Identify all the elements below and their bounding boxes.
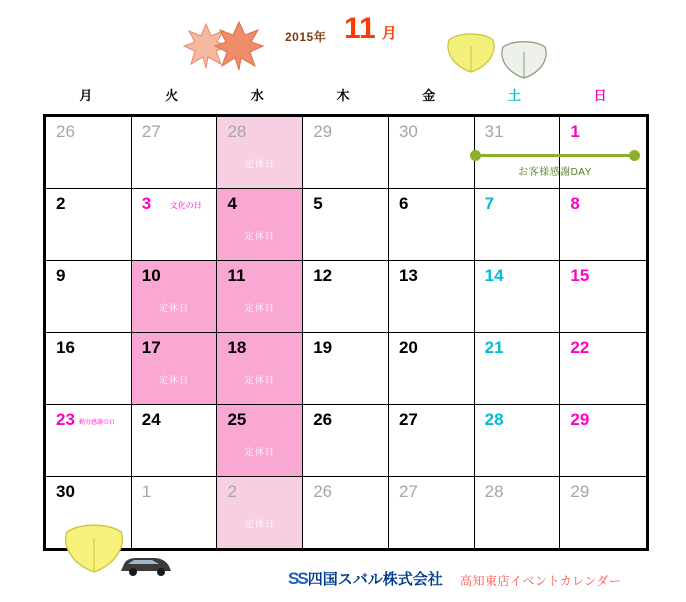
day-number: 10 [141, 266, 161, 285]
day-number: 22 [570, 338, 590, 357]
day-number: 6 [398, 194, 409, 213]
event-label: お客様感謝DAY [518, 167, 592, 178]
day-number: 28 [484, 482, 504, 501]
day-cell[interactable] [389, 189, 475, 260]
day-number: 2 [227, 482, 237, 501]
day-cell[interactable] [303, 333, 389, 404]
holiday-label: 文化の日 [169, 201, 202, 210]
day-number: 9 [56, 266, 66, 285]
day-cell[interactable] [303, 189, 389, 260]
day-cell[interactable] [217, 261, 303, 332]
day-cell[interactable] [46, 189, 132, 260]
closed-label: 定休日 [159, 375, 190, 385]
day-number: 29 [570, 410, 590, 429]
day-number: 27 [141, 122, 161, 141]
day-cell[interactable] [46, 333, 132, 404]
day-cell[interactable] [560, 477, 646, 548]
day-cell[interactable] [132, 261, 218, 332]
day-cell[interactable] [475, 405, 561, 476]
day-cell[interactable] [217, 189, 303, 260]
maple-leaf-icon [214, 20, 264, 72]
day-cell[interactable] [475, 189, 561, 260]
holiday-label: 勤労感謝の日 [79, 420, 116, 426]
day-number: 31 [484, 122, 504, 141]
day-number: 11 [227, 266, 246, 285]
day-number: 1 [570, 122, 580, 141]
day-cell[interactable] [560, 261, 646, 332]
calendar-month [344, 14, 397, 44]
day-number: 2 [56, 194, 66, 213]
calendar-week-row [46, 261, 646, 333]
month-number: 11 [344, 12, 376, 45]
day-cell[interactable] [560, 405, 646, 476]
day-cell[interactable] [303, 261, 389, 332]
day-number: 27 [398, 410, 418, 429]
day-cell[interactable] [217, 405, 303, 476]
day-cell[interactable] [560, 333, 646, 404]
day-cell[interactable] [46, 405, 132, 476]
day-cell[interactable] [217, 333, 303, 404]
day-cell[interactable] [132, 405, 218, 476]
day-number: 26 [56, 122, 75, 141]
day-number: 1 [141, 482, 152, 501]
day-cell[interactable] [475, 261, 561, 332]
day-cell[interactable] [389, 261, 475, 332]
calendar-year: 2015年 [285, 30, 327, 44]
closed-label: 定休日 [244, 375, 275, 385]
calendar-week-row [46, 333, 646, 405]
day-number: 18 [227, 338, 247, 357]
day-number: 20 [398, 338, 418, 357]
month-kanji: 月 [381, 25, 397, 42]
ginkgo-leaf-icon [497, 38, 551, 80]
calendar-week-row [46, 189, 646, 261]
day-cell[interactable] [132, 333, 218, 404]
day-cell[interactable] [303, 117, 389, 188]
calendar-week-row [46, 477, 646, 548]
day-cell[interactable] [132, 189, 218, 260]
company-logo [288, 568, 443, 589]
weekday-mon: 月 [79, 87, 93, 103]
calendar-week-row [46, 405, 646, 477]
subaru-logo-icon: SS [288, 569, 307, 588]
day-number: 26 [313, 410, 333, 429]
closed-label: 定休日 [244, 231, 275, 241]
closed-label: 定休日 [244, 303, 275, 313]
day-cell[interactable] [475, 477, 561, 548]
day-number: 19 [313, 338, 333, 357]
day-number: 21 [484, 338, 504, 357]
day-cell[interactable] [217, 477, 303, 548]
day-cell[interactable] [303, 405, 389, 476]
day-cell[interactable] [389, 477, 475, 548]
weekday-tue: 火 [165, 87, 179, 103]
weekday-thu: 木 [336, 87, 350, 103]
day-number: 8 [570, 194, 580, 213]
day-number: 30 [56, 482, 75, 501]
day-cell[interactable] [560, 117, 646, 188]
weekday-sun: 日 [593, 87, 607, 103]
day-number: 7 [484, 194, 495, 213]
calendar-footer [0, 566, 686, 602]
day-number: 5 [313, 194, 323, 213]
day-number: 30 [398, 122, 418, 141]
weekday-header-row [43, 82, 643, 106]
day-cell[interactable] [475, 117, 561, 188]
day-cell[interactable] [46, 261, 132, 332]
day-cell[interactable] [132, 117, 218, 188]
day-number: 16 [56, 338, 75, 357]
day-number: 15 [570, 266, 590, 285]
day-number: 25 [227, 410, 247, 429]
closed-label: 定休日 [244, 159, 275, 169]
closed-label: 定休日 [244, 519, 275, 529]
day-number: 14 [484, 266, 504, 285]
weekday-sat: 土 [507, 87, 521, 103]
day-number: 13 [398, 266, 418, 285]
calendar-week-row [46, 117, 646, 189]
day-cell[interactable] [389, 333, 475, 404]
closed-label: 定休日 [244, 447, 275, 457]
day-cell[interactable] [132, 477, 218, 548]
day-number: 26 [313, 482, 333, 501]
day-number: 29 [570, 482, 590, 501]
day-number: 23 [56, 410, 75, 429]
day-number: 17 [141, 338, 161, 357]
day-number: 3 [141, 194, 152, 213]
day-number: 29 [313, 122, 333, 141]
day-number: 27 [398, 482, 418, 501]
day-cell[interactable] [389, 405, 475, 476]
weekday-fri: 金 [422, 87, 436, 103]
ginkgo-leaf-icon [443, 30, 499, 74]
day-cell[interactable] [217, 117, 303, 188]
company-name: 四国スバル株式会社 [307, 571, 443, 588]
footer-caption: 高知東店イベントカレンダー [460, 574, 622, 588]
weekday-wed: 水 [250, 87, 264, 103]
day-number: 28 [227, 122, 247, 141]
day-cell[interactable] [46, 117, 132, 188]
day-number: 4 [227, 194, 237, 213]
closed-label: 定休日 [159, 303, 190, 313]
day-number: 28 [484, 410, 504, 429]
day-cell[interactable] [475, 333, 561, 404]
day-number: 24 [141, 410, 161, 429]
day-cell[interactable] [560, 189, 646, 260]
day-number: 12 [313, 266, 333, 285]
calendar-grid [43, 114, 649, 551]
day-cell[interactable] [389, 117, 475, 188]
calendar-header [0, 0, 686, 82]
day-cell[interactable] [303, 477, 389, 548]
